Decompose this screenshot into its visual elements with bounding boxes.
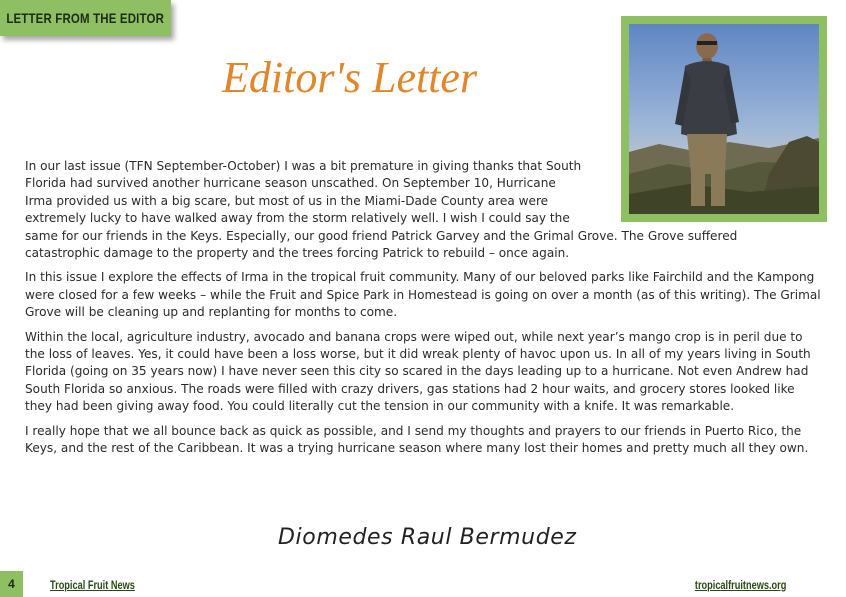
paragraph-1-line: extremely lucky to have walked away from the storm relatively well. I wish I could say the	[25, 211, 570, 226]
paragraph-1-line: Irma provided us with a big scare, but most of us in the Miami-Dade County area were	[25, 193, 549, 208]
page-number: 4	[0, 571, 23, 597]
website-link[interactable]: tropicalfruitnews.org	[694, 580, 786, 592]
paragraph-1-line: same for our friends in the Keys. Especially, our good friend Patrick Garvey and the Grimal Grove. The Grove suffered	[25, 228, 738, 243]
paragraph-1-line: Florida had survived another hurricane season unscathed. On September 10, Hurricane	[25, 176, 556, 191]
section-tab	[0, 0, 171, 36]
paragraph-1	[25, 158, 825, 262]
paragraph-4: I really hope that we all bounce back as quick as possible, and I send my thoughts and prayers to our friends in Puerto Rico, the Keys, and the rest of the Caribbean. It was a trying hurricane season where many lost their homes and pretty much all they own.	[25, 423, 809, 456]
paragraph-2: In this issue I explore the effects of Irma in the tropical fruit community. Many of our beloved parks like Fairchild and the Kampong were closed for a few weeks – while the Fruit and Spice Park in Homestead is going on over a month (as of this writing). The Grimal Grove will be cleaning up and replanting for months to come.	[25, 270, 821, 320]
page-title: Editor's Letter	[222, 53, 478, 102]
paragraph-3: Within the local, agriculture industry, avocado and banana crops were wiped out, while next year’s mango crop is in peril due to the loss of leaves. Yes, it could have been a loss worse, but it did wreak plenty of havoc upon us. In all of my years living in South Florida (going on 35 years now) I have never seen this city so scared in the days leading up to a hurricane. Not even Andrew had South Florida so anxious. The roads were filled with crazy drivers, gas stations had 2 hour waits, and grocery stores looked like they had been giving away food. You could literally cut the tension in our community with a knife. It was remarkable.	[25, 329, 811, 414]
letter-body	[25, 158, 825, 465]
editor-signature: Diomedes Raul Bermudez	[278, 525, 577, 550]
publication-link[interactable]: Tropical Fruit News	[50, 580, 135, 592]
paragraph-1-line: In our last issue (TFN September-October) I was a bit premature in giving thanks that South	[25, 159, 582, 173]
paragraph-1-line: catastrophic damage to the property and the trees forcing Patrick to rebuild – once again.	[25, 246, 570, 261]
section-tab-label: LETTER FROM THE EDITOR	[6, 10, 165, 26]
